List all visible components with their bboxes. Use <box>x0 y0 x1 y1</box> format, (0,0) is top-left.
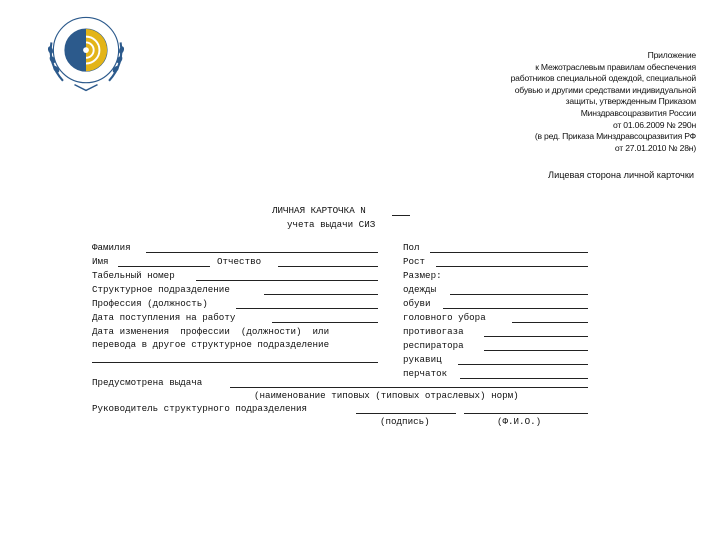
department-field[interactable] <box>264 294 378 295</box>
appendix-line: от 01.06.2009 № 290н <box>612 119 696 130</box>
name-caption: (Ф.И.О.) <box>497 416 542 427</box>
profession-label: Профессия (должность) <box>92 298 208 309</box>
gloves-label: перчаток <box>403 368 448 379</box>
name-label: Имя <box>92 256 109 267</box>
change-date-field[interactable] <box>92 362 378 363</box>
size-label: Размер: <box>403 270 442 281</box>
card-title: ЛИЧНАЯ КАРТОЧКА N <box>272 205 366 216</box>
hire-date-label: Дата поступления на работу <box>92 312 236 323</box>
change-date-label-line1: Дата изменения профессии (должности) или <box>92 326 330 337</box>
gender-label: Пол <box>403 242 420 253</box>
provision-caption: (наименование типовых (типовых отраслевых) норм) <box>254 390 519 401</box>
hire-date-field[interactable] <box>272 322 378 323</box>
side-note: Лицевая сторона личной карточки <box>548 170 694 180</box>
gender-field[interactable] <box>430 252 588 253</box>
appendix-line: Минздравсоцразвития России <box>580 107 696 118</box>
appendix-line: (в ред. Приказа Минздравсоцразвития РФ <box>534 131 696 142</box>
clothing-label: одежды <box>403 284 437 295</box>
fss-emblem-logo-icon <box>38 4 134 100</box>
headwear-field[interactable] <box>512 322 588 323</box>
card-subtitle: учета выдачи СИЗ <box>287 219 376 230</box>
gas-mask-label: противогаза <box>403 326 464 337</box>
height-field[interactable] <box>436 266 588 267</box>
clothing-field[interactable] <box>450 294 588 295</box>
department-label: Структурное подразделение <box>92 284 230 295</box>
appendix-line: работников специальной одеждой, специальной <box>510 73 696 84</box>
personnel-number-label: Табельный номер <box>92 270 175 281</box>
personnel-number-field[interactable] <box>196 280 378 281</box>
respirator-field[interactable] <box>484 350 588 351</box>
respirator-label: респиратора <box>403 340 464 351</box>
surname-label: Фамилия <box>92 242 131 253</box>
card-number-field[interactable] <box>392 215 410 216</box>
appendix-line: к Межотраслевым правилам обеспечения <box>535 61 696 72</box>
name-field[interactable] <box>118 266 210 267</box>
appendix-line: защиты, утвержденным Приказом <box>565 96 696 107</box>
headwear-label: головного убора <box>403 312 486 323</box>
gas-mask-field[interactable] <box>484 336 588 337</box>
patronymic-label: Отчество <box>217 256 262 267</box>
patronymic-field[interactable] <box>278 266 378 267</box>
appendix-note <box>436 50 696 154</box>
provision-field[interactable] <box>230 387 588 388</box>
surname-field[interactable] <box>146 252 378 253</box>
appendix-line: от 27.01.2010 № 28н) <box>614 142 696 153</box>
mittens-field[interactable] <box>458 364 588 365</box>
gloves-field[interactable] <box>460 378 588 379</box>
provision-label: Предусмотрена выдача <box>92 377 203 388</box>
manager-label: Руководитель структурного подразделения <box>92 403 308 414</box>
height-label: Рост <box>403 256 426 267</box>
shoes-field[interactable] <box>443 308 588 309</box>
signature-caption: (подпись) <box>380 416 430 427</box>
change-date-label-line2: перевода в другое структурное подразделение <box>92 339 330 350</box>
appendix-line: обувью и другими средствами индивидуальной <box>514 84 696 95</box>
shoes-label: обуви <box>403 298 431 309</box>
manager-signature-field[interactable] <box>356 413 456 414</box>
profession-field[interactable] <box>236 308 378 309</box>
mittens-label: рукавиц <box>403 354 442 365</box>
manager-name-field[interactable] <box>464 413 588 414</box>
appendix-line: Приложение <box>647 50 696 60</box>
